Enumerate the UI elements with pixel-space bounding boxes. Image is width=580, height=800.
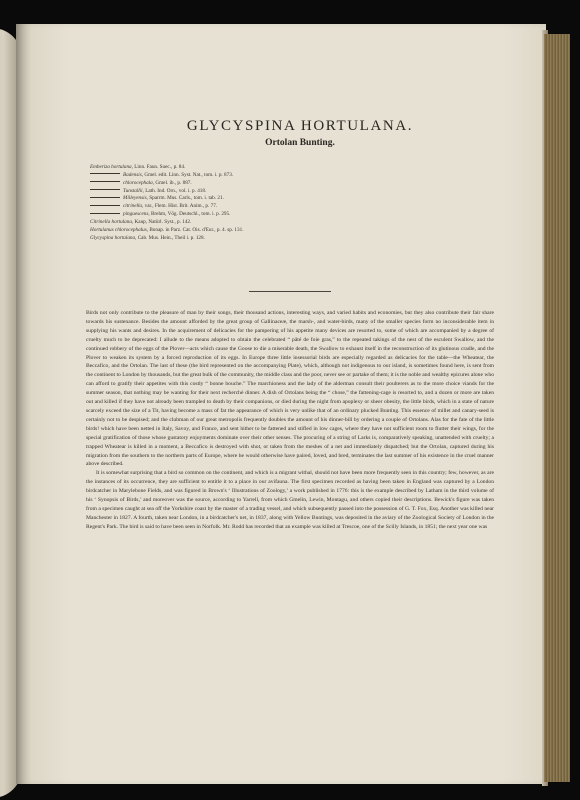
ditto-dash [90, 197, 120, 198]
synonym-name: Glycyspina hortulana [90, 234, 136, 241]
synonym-entry [90, 164, 430, 172]
synonym-entry [90, 227, 430, 235]
body-text [86, 309, 494, 532]
synonym-reference: , Sparrm. Mus. Carls., tom. i. tab. 21. [146, 195, 224, 202]
synonym-entry [90, 203, 430, 211]
body-paragraph: It is somewhat surprising that a bird so common on the continent, and which is a migrant withal, should not have been more frequently seen in this country; few, however, as are the instances of its occurrence, they are sufficient to entitle it to a place in our avifauna. The first specimen recorded as having been taken in England was captured by a London birdcatcher in Marylebone Fields, and was figured in Brown's ‘ Illustrations of Zoology,’ a work published in 1776: this is the example described by Latham in the third volume of his ‘ Synopsis of Birds,’ and moreover was the source, according to Yarrell, from which Gmelin, Lewin, Montagu, and others copied their descriptions. Bewick's figure was taken from a specimen caught at sea off the Yorkshire coast by the master of a trading vessel, and which subsequently passed into the possession of G. T. Fox, Esq. Another was killed near Manchester in 1827. A fourth, taken near London, in a birdcatcher's net, in 1837, along with Yellow Buntings, was deposited in the aviary of the Zoological Society of London in the Regent's Park. The bird is said to have been seen in Norfolk. Mr. Rodd has recorded that an example was killed at Trescoe, one of the Scilly Islands, in 1851; the next year one was [86, 470, 494, 530]
synonym-entry [90, 180, 430, 188]
synonym-name: Milleyensis [123, 195, 147, 202]
synonym-reference: , Lath. Ind. Orn., vol. i. p. 418. [142, 187, 207, 194]
synonym-name: pinguescens [123, 211, 149, 218]
synonym-entry [90, 172, 430, 180]
synonym-reference: , var., Flem. Hist. Brit. Anim., p. 77. [142, 203, 218, 210]
ditto-dash [90, 205, 120, 206]
ditto-dash [90, 173, 120, 174]
book-page-edges [544, 34, 570, 782]
synonym-name: Hortulanus chlorocephalus [90, 226, 147, 233]
synonym-reference: , Gmel. edit. Linn. Syst. Nat., tom. i. p. 873. [141, 171, 234, 178]
synonym-reference: , Brehm, Vög. Deutschl., tom. i. p. 295. [148, 211, 231, 218]
synonym-entry [90, 219, 430, 227]
section-divider-rule [249, 291, 331, 292]
page-title: GLYCYSPINA HORTULANA. [186, 118, 414, 134]
synonym-entry [90, 195, 430, 203]
page-subtitle: Ortolan Bunting. [265, 138, 335, 148]
synonym-name: chlorocephala [123, 179, 153, 186]
body-paragraph: Birds not only contribute to the pleasure of man by their songs, their thousand actions, interesting ways, and varied habits and economies, but they also contribute their fair share towards his sustenance. Besides the amount afforded by the great group of Gallinaceæ, the marsh-, and water-birds, many of the smaller species form no inconsiderable item in supplying his wants and desires. In the acquirement of delicacies for the pampering of his appetite many devices are resorted to, some of which are accompanied by a degree of cruelty much to be deprecated: I allude to the means adopted to obtain the celebrated “ pâté de foie gras,” to the repeated takings of the nest of the esculent Swallow, and the continued robbery of the eggs of the Plover—acts which cause the Goose to die a miserable death, the Swallow to exhaust itself in the reconstruction of its glutinous cradle, and the Plover to weaken its system by a forced reproduction of its eggs. In Europe three little insessorial birds are especially regarded as delicacies for the table—the Wheatear, the Beccafico, and the Ortolan. The last of these (the bird represented on the accompanying Plate), which, although not indigenous to our island, is sometimes found here, is sent from the continent to London by thousands, but the great bulk of the community, the middle class and the poor, never see or partake of them; it is the noble and wealthy epicures alone who can afford to gratify their appetites with this costly “ bonne bouche.” The marchioness and the lady of the alderman consult their poulterers as to the more choice viands for the summer season, that nothing may be wanting for their next recherché dinner. A dish of Ortolans being the “ chose,” the fattening-cage is resorted to, and a dozen or more are taken out and killed if they have not already been trampled to death by their companions, or died during the night from apoplexy or sheer obesity, the little birds, which in a state of nature scarcely exceed the size of a Tit, having become a mass of fat the appearance of which is very unlike that of an ordinary plucked Bunting. This essence of millet and canary-seed is certainly not to be despised; and the clubman of our great metropolis frequently doubles the amount of his dinner-bill by ordering a couple of Ortolans. Alas for the fate of the little birds! which have been netted in Italy, Savoy, and France, and sent hither to be fattened and stifled in low cages, where they have not sufficient room to flutter their wings, for the special gratification of those whose gustatory enjoyments dominate over their other senses. The procuring of a string of Larks is, comparatively speaking, unattended with cruelty; a trapped Wheatear is killed in a moment, a Beccafico is destroyed with shot, or taken from the meshes of a net and immediately dispatched; but the Ortolan, captured during his migration from the southern to the northern parts of Europe, where he would otherwise have paired, loved, and bred, terminates the last summer of his existence in the cruel manner above described. [86, 310, 494, 468]
synonym-reference: , Kaup, Natürl. Syst., p. 142. [131, 218, 192, 225]
synonym-name: Citrinella hortulana [90, 218, 132, 225]
synonym-reference: , Cab. Mus. Hein., Theil i. p. 128. [135, 234, 205, 241]
synonymy-list [90, 164, 430, 242]
ditto-dash [90, 213, 120, 214]
synonym-entry [90, 235, 430, 243]
synonym-name: citrinella [123, 203, 143, 210]
ditto-dash [90, 189, 120, 190]
synonym-name: Badensis [123, 171, 142, 178]
synonym-reference: , Gmel. ib., p. 887. [152, 179, 192, 186]
synonym-entry [90, 211, 430, 219]
synonym-reference: , Bonap. in Parz. Cat. Ois. d'Eur., p. 4. sp. 131. [146, 226, 244, 233]
synonym-reference: , Linn. Faun. Suec., p. 84. [131, 164, 186, 170]
synonym-name: Emberiza hortulana [90, 164, 132, 170]
ditto-dash [90, 181, 120, 182]
synonym-name: Tunstallii [123, 187, 143, 194]
synonym-entry [90, 188, 430, 196]
